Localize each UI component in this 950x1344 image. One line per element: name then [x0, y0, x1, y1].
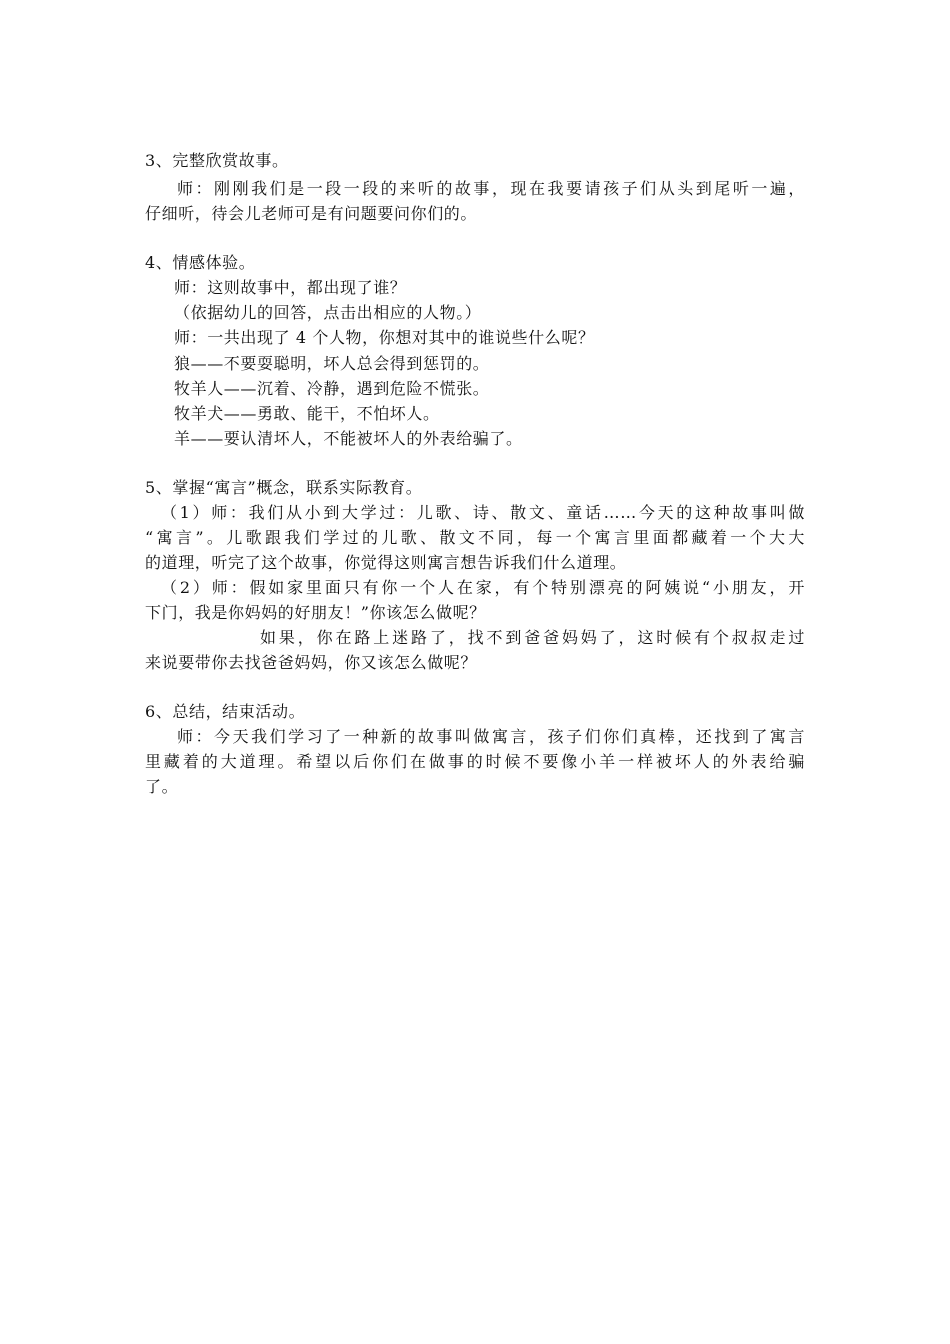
section-heading-5: 5、掌握“寓言”概念，联系实际教育。 [145, 478, 423, 497]
paragraph-line: 里藏着的大道理。希望以后你们在做事的时候不要像小羊一样被坏人的外表给骗 [145, 752, 805, 771]
list-item: 师：一共出现了 4 个人物，你想对其中的谁说些什么呢？ [174, 328, 595, 347]
paragraph-line: “寓言”。儿歌跟我们学过的儿歌、散文不同，每一个寓言里面都藏着一个大大 [145, 528, 805, 547]
section-heading-6: 6、总结，结束活动。 [145, 702, 306, 721]
paragraph-line: 仔细听，待会儿老师可是有问题要问你们的。 [145, 204, 478, 223]
paragraph-line: 师：刚刚我们是一段一段的来听的故事，现在我要请孩子们从头到尾听一遍， [177, 179, 805, 198]
list-item: 狼——不要耍聪明，坏人总会得到惩罚的。 [174, 354, 490, 373]
list-item: 牧羊人——沉着、冷静，遇到危险不慌张。 [174, 379, 490, 398]
section-heading-3: 3、完整欣赏故事。 [145, 151, 289, 170]
paragraph-line: 的道理，听完了这个故事，你觉得这则寓言想告诉我们什么道理。 [145, 553, 627, 572]
list-item: 师：这则故事中，都出现了谁？ [174, 278, 407, 297]
paragraph-line: （1）师：我们从小到大学过：儿歌、诗、散文、童话……今天的这种故事叫做 [161, 503, 805, 522]
section-heading-4: 4、情感体验。 [145, 253, 256, 272]
list-item: 羊——要认清坏人，不能被坏人的外表给骗了。 [174, 429, 523, 448]
paragraph-line: 师：今天我们学习了一种新的故事叫做寓言，孩子们你们真棒，还找到了寓言 [177, 727, 805, 746]
paragraph-line: 如果，你在路上迷路了，找不到爸爸妈妈了，这时候有个叔叔走过 [260, 628, 805, 647]
paragraph-line: 下门，我是你妈妈的好朋友！”你该怎么做呢？ [145, 603, 486, 622]
list-item: 牧羊犬——勇敢、能干，不怕坏人。 [174, 404, 440, 423]
list-item: （依据幼儿的回答，点击出相应的人物。） [174, 303, 482, 322]
paragraph-line: 了。 [145, 777, 179, 796]
paragraph-line: 来说要带你去找爸爸妈妈，你又该怎么做呢？ [145, 653, 478, 672]
paragraph-line: （2）师：假如家里面只有你一个人在家，有个特别漂亮的阿姨说“小朋友，开 [161, 578, 805, 597]
